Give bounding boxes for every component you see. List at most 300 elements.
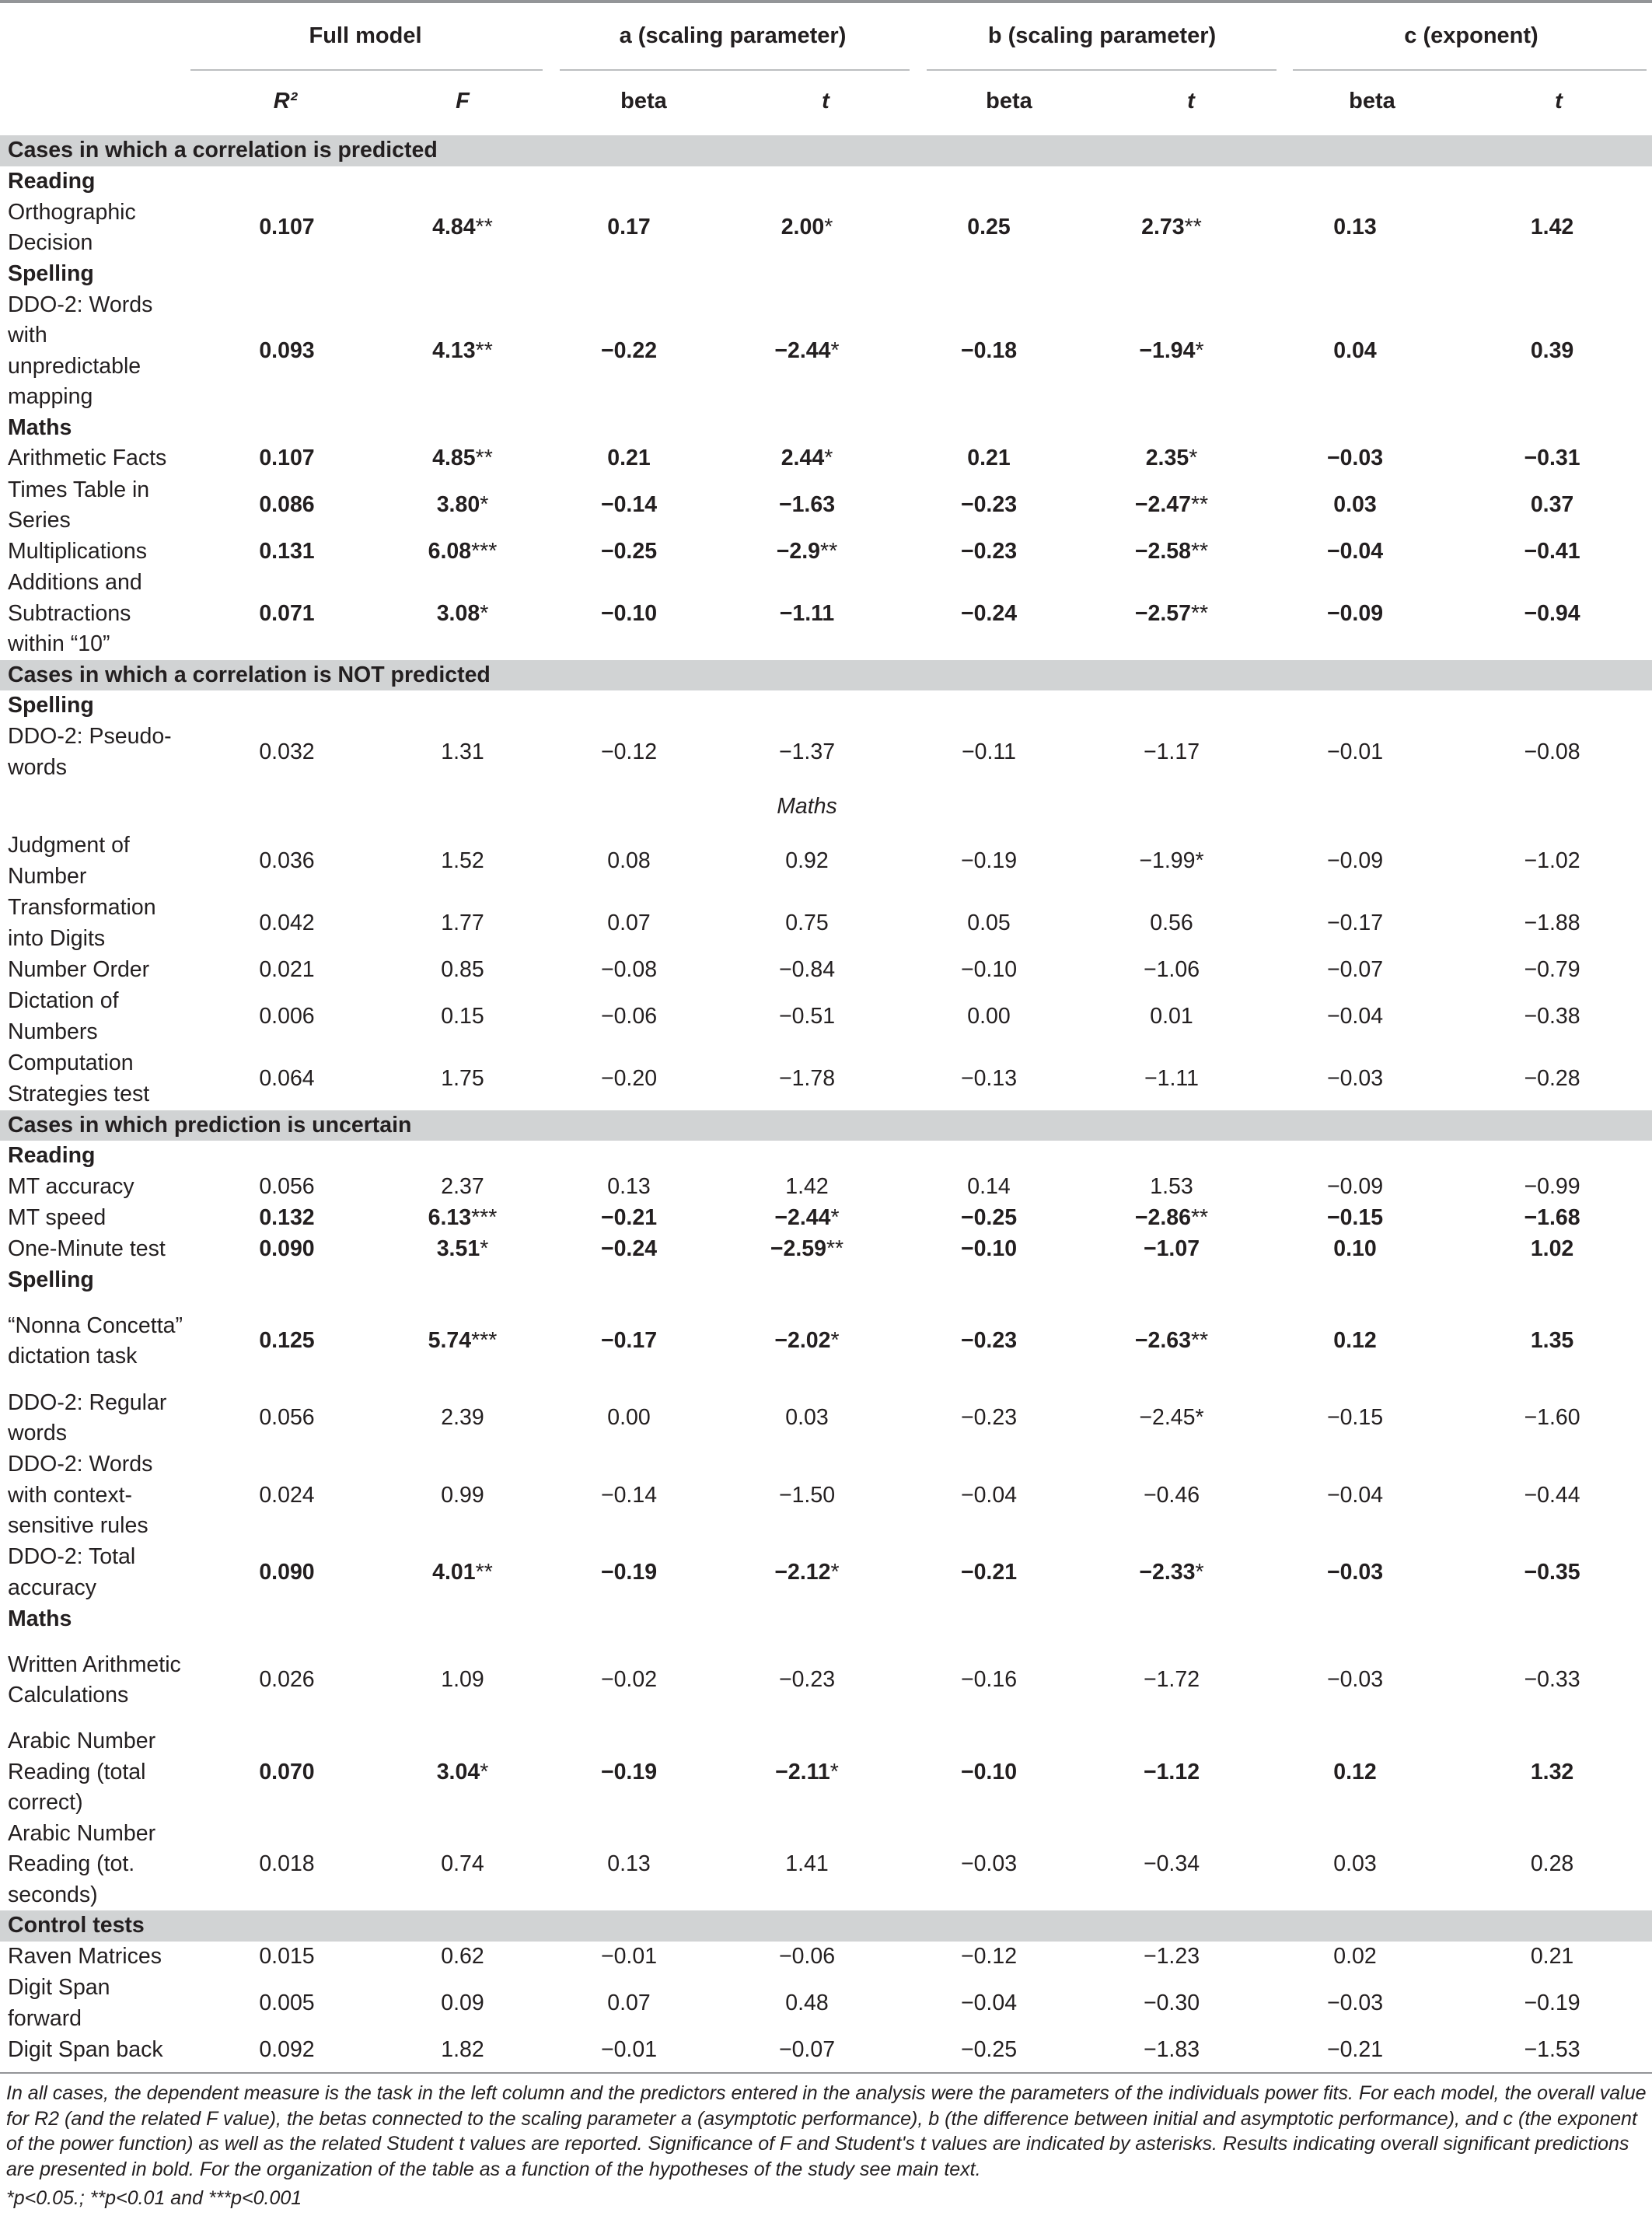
value-cell: −0.33 xyxy=(1524,1667,1580,1693)
value-cell xyxy=(1085,1542,1258,1604)
table-row xyxy=(0,1449,1652,1542)
significance-asterisk: * xyxy=(830,1328,840,1354)
significance-asterisk: * xyxy=(829,1759,839,1784)
value-cell xyxy=(1085,474,1258,537)
value-number: 6.13 xyxy=(428,1204,472,1230)
value-cell xyxy=(1085,443,1258,474)
table-row xyxy=(0,955,1652,986)
value-cell xyxy=(1085,830,1258,893)
task-label: DDO-2: Total accuracy xyxy=(8,1544,136,1600)
value-number: 3.51 xyxy=(436,1236,480,1261)
header-a: a (scaling parameter) xyxy=(619,23,847,48)
table-row xyxy=(0,568,1652,660)
significance-asterisk: * xyxy=(1195,1559,1204,1585)
table-row xyxy=(0,1234,1652,1265)
value-cell: 0.131 xyxy=(259,539,315,564)
value-cell xyxy=(1085,1295,1258,1387)
value-cell xyxy=(1085,1387,1258,1449)
significance-asterisk: * xyxy=(824,215,833,240)
value-cell: −0.94 xyxy=(1524,600,1580,626)
significance-asterisk: ** xyxy=(1184,215,1202,240)
header-f-text: F xyxy=(456,89,470,114)
value-cell xyxy=(1085,568,1258,660)
value-cell: −0.46 xyxy=(1143,1482,1200,1508)
value-cell: 0.05 xyxy=(967,910,1011,935)
subsection-label: Maths xyxy=(8,1606,72,1631)
value-cell: −0.25 xyxy=(960,1204,1018,1230)
table-row xyxy=(0,986,1652,1048)
value-cell xyxy=(1085,1203,1258,1234)
value-cell: 0.036 xyxy=(259,848,315,873)
significance-asterisk: *** xyxy=(471,1328,498,1354)
value-cell: −1.37 xyxy=(778,739,836,764)
value-number: 6.08 xyxy=(428,539,472,564)
value-cell: 0.10 xyxy=(1333,1236,1377,1261)
value-cell xyxy=(389,1203,536,1234)
value-cell: 0.62 xyxy=(441,1943,484,1969)
value-cell: 0.132 xyxy=(259,1204,315,1230)
value-cell: 0.00 xyxy=(607,1405,651,1431)
header-underline xyxy=(190,69,543,71)
value-cell xyxy=(389,1542,536,1604)
value-cell: −1.60 xyxy=(1524,1405,1580,1431)
task-label: Written Arithmetic Calculations xyxy=(8,1652,181,1707)
value-number: −2.57 xyxy=(1134,600,1191,626)
subsection-row xyxy=(0,259,1652,290)
significance-asterisk: * xyxy=(830,337,840,363)
value-cell: −0.19 xyxy=(960,848,1018,873)
value-cell: 0.56 xyxy=(1150,910,1193,935)
table-row xyxy=(0,1172,1652,1203)
value-cell xyxy=(721,1295,892,1387)
value-cell: 2.37 xyxy=(441,1173,484,1199)
value-cell: 0.03 xyxy=(785,1405,829,1431)
value-cell xyxy=(389,443,536,474)
task-label: Raven Matrices xyxy=(8,1943,162,1969)
section-label: Control tests xyxy=(0,1910,1652,1942)
value-cell: 0.107 xyxy=(259,215,315,240)
header-r2-text: R² xyxy=(273,89,298,114)
task-label: Multiplications xyxy=(8,539,147,564)
section-header-row xyxy=(0,135,1652,166)
significance-asterisk: ** xyxy=(475,337,493,363)
value-cell xyxy=(1085,197,1258,259)
value-cell xyxy=(721,1542,892,1604)
value-cell: 0.093 xyxy=(259,337,315,363)
value-cell: −0.19 xyxy=(600,1759,658,1784)
value-cell: 0.21 xyxy=(607,446,651,471)
value-cell: −0.19 xyxy=(1524,1990,1580,2015)
section-header-row xyxy=(0,1110,1652,1141)
table-row xyxy=(0,1819,1652,1911)
value-cell: −0.10 xyxy=(960,1236,1018,1261)
value-cell: −0.09 xyxy=(1326,1173,1384,1199)
table-row xyxy=(0,830,1652,893)
table-row xyxy=(0,722,1652,784)
value-cell: 0.03 xyxy=(1333,1851,1377,1876)
task-label: Additions and Subtractions within “10” xyxy=(8,570,142,656)
table-row xyxy=(0,290,1652,413)
value-cell: −0.06 xyxy=(778,1943,836,1969)
value-cell xyxy=(389,290,536,413)
header-underline xyxy=(927,69,1277,71)
value-number: −2.44 xyxy=(774,337,831,363)
value-cell: −0.01 xyxy=(600,2036,658,2062)
section-header-row xyxy=(0,660,1652,691)
section-label: Cases in which a correlation is predicted xyxy=(0,135,1652,166)
value-number: −2.44 xyxy=(774,1204,831,1230)
value-number: −2.45 xyxy=(1139,1405,1196,1431)
value-cell: −0.04 xyxy=(960,1990,1018,2015)
value-number: −2.47 xyxy=(1134,492,1191,518)
value-cell: 0.125 xyxy=(259,1328,315,1354)
header-c: c (exponent) xyxy=(1404,23,1538,48)
value-number: −1.94 xyxy=(1139,337,1196,363)
value-cell: 0.090 xyxy=(259,1559,315,1585)
value-cell: −0.23 xyxy=(960,1328,1018,1354)
value-cell: −0.38 xyxy=(1524,1003,1580,1029)
value-cell: 0.064 xyxy=(259,1065,315,1091)
value-cell: −1.11 xyxy=(1144,1065,1199,1091)
value-cell: −1.72 xyxy=(1143,1667,1200,1693)
value-cell xyxy=(1085,290,1258,413)
table-row xyxy=(0,1203,1652,1234)
table-row xyxy=(0,1973,1652,2035)
value-cell: 0.04 xyxy=(1333,337,1377,363)
value-cell: −0.21 xyxy=(1326,2036,1384,2062)
table-row xyxy=(0,537,1652,568)
value-cell: −1.12 xyxy=(1143,1759,1200,1784)
value-cell: 0.056 xyxy=(259,1405,315,1431)
subsection-row xyxy=(0,1141,1652,1172)
significance-note: *p<0.05.; **p<0.01 and ***p<0.001 xyxy=(6,2187,302,2209)
significance-asterisk: * xyxy=(1195,337,1204,363)
value-number: 4.13 xyxy=(432,337,476,363)
value-cell: −1.50 xyxy=(778,1482,836,1508)
significance-asterisk: * xyxy=(1195,1405,1204,1431)
value-cell: 0.086 xyxy=(259,492,315,518)
subsection-label: Maths xyxy=(777,793,837,819)
value-cell: −0.21 xyxy=(600,1204,658,1230)
value-cell: −1.78 xyxy=(778,1065,836,1091)
header-t-c xyxy=(1512,89,1605,114)
task-label: “Nonna Concetta” dictation task xyxy=(8,1312,183,1368)
value-cell: 0.015 xyxy=(259,1943,315,1969)
value-cell: −0.06 xyxy=(600,1003,658,1029)
header-f xyxy=(416,89,509,114)
value-cell: 0.13 xyxy=(1333,215,1377,240)
value-cell: 1.41 xyxy=(785,1851,829,1876)
task-label: DDO-2: Regular words xyxy=(8,1389,167,1445)
value-cell: −0.12 xyxy=(600,739,658,764)
value-number: −2.33 xyxy=(1139,1559,1196,1585)
value-cell: −0.12 xyxy=(960,1943,1018,1969)
value-cell: 0.026 xyxy=(259,1667,315,1693)
value-cell: −0.24 xyxy=(960,600,1018,626)
significance-asterisk: ** xyxy=(1190,1328,1209,1354)
task-label: Arabic Number Reading (total correct) xyxy=(8,1728,156,1815)
significance-asterisk: * xyxy=(480,1759,489,1784)
value-cell xyxy=(389,1295,536,1387)
table-row xyxy=(0,2035,1652,2066)
section-label: Cases in which prediction is uncertain xyxy=(0,1110,1652,1141)
value-cell: 1.31 xyxy=(441,739,484,764)
value-cell: 1.32 xyxy=(1530,1759,1574,1784)
header-beta-a: beta xyxy=(620,89,667,114)
subsection-label: Maths xyxy=(8,414,72,440)
task-label: MT accuracy xyxy=(8,1173,134,1199)
value-cell: −1.11 xyxy=(779,600,835,626)
value-cell: −0.28 xyxy=(1524,1065,1580,1091)
header-underline xyxy=(560,69,910,71)
subsection-label: Spelling xyxy=(8,693,94,718)
significance-asterisk: * xyxy=(1195,848,1204,873)
value-cell: 1.42 xyxy=(1530,215,1574,240)
value-number: −2.12 xyxy=(774,1559,831,1585)
significance-asterisk: ** xyxy=(1190,1204,1209,1230)
value-cell: 0.02 xyxy=(1333,1943,1377,1969)
table-header xyxy=(0,0,1652,135)
task-label: MT speed xyxy=(8,1204,107,1230)
value-cell: −0.02 xyxy=(600,1667,658,1693)
value-cell: 1.82 xyxy=(441,2036,484,2062)
value-cell xyxy=(721,1234,892,1265)
section-label: Cases in which a correlation is NOT predicted xyxy=(0,660,1652,691)
value-cell: 0.13 xyxy=(607,1173,651,1199)
value-cell xyxy=(721,443,892,474)
value-cell: 1.77 xyxy=(441,910,484,935)
value-number: −2.58 xyxy=(1134,539,1191,564)
value-cell: −0.04 xyxy=(1326,1003,1384,1029)
value-cell: 0.12 xyxy=(1333,1759,1377,1784)
header-full-model: Full model xyxy=(309,23,422,48)
significance-asterisk: * xyxy=(830,1559,840,1585)
value-cell: −0.03 xyxy=(1326,446,1384,471)
value-cell: −0.03 xyxy=(1326,1667,1384,1693)
subsection-label: Spelling xyxy=(8,1267,94,1292)
value-cell: 0.090 xyxy=(259,1236,315,1261)
value-cell: 0.07 xyxy=(607,910,651,935)
value-cell: 0.071 xyxy=(259,600,315,626)
results-table xyxy=(0,135,1652,2066)
value-cell: −1.02 xyxy=(1524,848,1580,873)
value-cell: −0.03 xyxy=(1326,1990,1384,2015)
value-cell: −0.07 xyxy=(1326,956,1384,982)
value-cell: −0.09 xyxy=(1326,848,1384,873)
subsection-row xyxy=(0,784,1652,830)
value-cell: −0.23 xyxy=(960,1405,1018,1431)
value-cell: 0.39 xyxy=(1530,337,1574,363)
value-cell xyxy=(389,568,536,660)
task-label: Transformation into Digits xyxy=(8,895,156,951)
value-number: −2.9 xyxy=(776,539,821,564)
value-cell: 0.01 xyxy=(1150,1003,1193,1029)
subsection-row xyxy=(0,166,1652,197)
value-cell xyxy=(389,537,536,568)
header-t-a xyxy=(779,89,872,114)
value-cell: −1.07 xyxy=(1143,1236,1200,1261)
value-cell: −0.10 xyxy=(960,956,1018,982)
value-cell: −0.25 xyxy=(960,2036,1018,2062)
subsection-label: Reading xyxy=(8,1143,96,1168)
value-cell: −0.41 xyxy=(1524,539,1580,564)
value-number: 2.00 xyxy=(781,215,825,240)
significance-asterisk: ** xyxy=(1190,600,1209,626)
value-cell: 1.09 xyxy=(441,1667,484,1693)
value-cell: 0.14 xyxy=(967,1173,1011,1199)
value-cell: −0.21 xyxy=(960,1559,1018,1585)
value-cell: −0.15 xyxy=(1326,1405,1384,1431)
table-row xyxy=(0,474,1652,537)
value-cell xyxy=(389,1726,536,1819)
value-cell: −0.13 xyxy=(960,1065,1018,1091)
task-label: DDO-2: Words with context-sensitive rules xyxy=(8,1452,153,1538)
spacer-cell xyxy=(0,784,721,830)
value-cell xyxy=(389,474,536,537)
value-cell: −0.22 xyxy=(600,337,658,363)
significance-asterisk: ** xyxy=(1190,539,1209,564)
value-cell: 1.35 xyxy=(1530,1328,1574,1354)
value-cell: −0.09 xyxy=(1326,600,1384,626)
value-cell xyxy=(721,537,892,568)
bottom-rule xyxy=(0,2072,1652,2074)
task-label: DDO-2: Pseudo-words xyxy=(8,724,172,780)
value-cell: 0.74 xyxy=(441,1851,484,1876)
value-cell: 0.17 xyxy=(607,215,651,240)
value-number: −1.99 xyxy=(1139,848,1196,873)
header-b: b (scaling parameter) xyxy=(987,23,1217,48)
significance-asterisk: * xyxy=(480,1236,489,1261)
value-cell: −0.04 xyxy=(1326,539,1384,564)
value-cell: −0.44 xyxy=(1524,1482,1580,1508)
value-cell: 0.056 xyxy=(259,1173,315,1199)
value-cell: −0.04 xyxy=(960,1482,1018,1508)
value-number: 3.04 xyxy=(436,1759,480,1784)
value-cell: −1.17 xyxy=(1143,739,1200,764)
significance-asterisk: ** xyxy=(475,1559,493,1585)
value-cell: 0.024 xyxy=(259,1482,315,1508)
significance-asterisk: * xyxy=(830,1204,840,1230)
task-label: Computation Strategies test xyxy=(8,1050,150,1106)
value-cell: −1.23 xyxy=(1143,1943,1200,1969)
value-number: −2.86 xyxy=(1134,1204,1191,1230)
value-cell: 0.37 xyxy=(1530,492,1574,518)
header-t-b xyxy=(1144,89,1238,114)
table-row xyxy=(0,1726,1652,1819)
value-cell: 0.21 xyxy=(1530,1943,1574,1969)
table-row xyxy=(0,1048,1652,1110)
value-cell: −0.01 xyxy=(1326,739,1384,764)
value-cell: −0.11 xyxy=(962,739,1016,764)
significance-asterisk: *** xyxy=(471,539,498,564)
significance-asterisk: * xyxy=(1189,446,1198,471)
table-row xyxy=(0,1634,1652,1726)
value-cell: 0.018 xyxy=(259,1851,315,1876)
table-row xyxy=(0,197,1652,259)
value-cell: 0.13 xyxy=(607,1851,651,1876)
value-number: 3.80 xyxy=(436,492,480,518)
spacer-cell xyxy=(892,784,1652,830)
table-row xyxy=(0,1542,1652,1604)
header-r2 xyxy=(239,89,332,114)
header-underline xyxy=(1293,69,1647,71)
value-cell: −1.53 xyxy=(1524,2036,1580,2062)
subsection-row xyxy=(0,1604,1652,1635)
value-cell: −0.08 xyxy=(1524,739,1580,764)
value-cell: 0.12 xyxy=(1333,1328,1377,1354)
task-label: Judgment of Number xyxy=(8,833,130,889)
value-cell: −0.20 xyxy=(600,1065,658,1091)
value-cell: −0.30 xyxy=(1143,1990,1200,2015)
value-cell: 0.09 xyxy=(441,1990,484,2015)
value-cell: 0.021 xyxy=(259,956,315,982)
value-cell: 0.85 xyxy=(441,956,484,982)
value-number: −2.63 xyxy=(1134,1328,1191,1354)
value-number: 2.35 xyxy=(1145,446,1189,471)
value-cell xyxy=(721,1726,892,1819)
task-label: Arabic Number Reading (tot. seconds) xyxy=(8,1820,156,1907)
value-cell: −0.14 xyxy=(600,492,658,518)
significance-asterisk: ** xyxy=(820,539,838,564)
value-cell: −0.51 xyxy=(778,1003,836,1029)
value-number: 5.74 xyxy=(428,1328,472,1354)
significance-asterisk: * xyxy=(824,446,833,471)
value-cell: −0.10 xyxy=(600,600,658,626)
value-cell: 0.21 xyxy=(967,446,1011,471)
value-cell: −0.23 xyxy=(960,539,1018,564)
header-beta-c: beta xyxy=(1349,89,1395,114)
value-cell: −0.31 xyxy=(1524,446,1580,471)
task-label: Arithmetic Facts xyxy=(8,446,167,471)
task-label: Digit Span back xyxy=(8,2036,163,2062)
significance-asterisk: * xyxy=(480,600,489,626)
value-cell: −0.99 xyxy=(1524,1173,1580,1199)
value-cell: −0.08 xyxy=(600,956,658,982)
value-cell: −0.79 xyxy=(1524,956,1580,982)
value-cell: −0.17 xyxy=(600,1328,658,1354)
value-cell: −0.18 xyxy=(960,337,1018,363)
value-cell: −0.84 xyxy=(778,956,836,982)
significance-asterisk: ** xyxy=(475,446,493,471)
value-cell: 0.75 xyxy=(785,910,829,935)
value-cell: −0.19 xyxy=(600,1559,658,1585)
subsection-row xyxy=(0,1265,1652,1296)
table-row xyxy=(0,1942,1652,1973)
value-number: 2.73 xyxy=(1141,215,1185,240)
section-header-row xyxy=(0,1910,1652,1942)
value-number: −2.59 xyxy=(770,1236,826,1261)
value-cell: −1.63 xyxy=(778,492,836,518)
table-footnote: In all cases, the dependent measure is the task in the left column and the predictors entered in the analysis were the parameters of the individuals power fits. For each model, the overall value for R2 (and the related F value), the betas connected to the scaling parameter a (asymptotic performance), b (the difference between initial and asymptotic performance), and c (the exponent of the power function) as well as the related Student t values are reported. Significance of F and Student's t values are indicated by asterisks. Results indicating overall significant predictions are presented in bold. For the organization of the table as a function of the hypotheses of the study see main text. xyxy=(6,2082,1647,2180)
value-cell: 0.99 xyxy=(441,1482,484,1508)
value-cell: −0.07 xyxy=(778,2036,836,2062)
table-row xyxy=(0,893,1652,955)
table-row xyxy=(0,1387,1652,1449)
subsection-row xyxy=(0,690,1652,722)
header-beta-b: beta xyxy=(986,89,1032,114)
significance-asterisk: * xyxy=(480,492,489,518)
value-number: −2.11 xyxy=(775,1759,830,1784)
value-number: 3.08 xyxy=(436,600,480,626)
task-label: Number Order xyxy=(8,956,150,982)
value-cell xyxy=(389,197,536,259)
task-label: DDO-2: Words with unpredictable mapping xyxy=(8,292,153,409)
value-cell xyxy=(721,1203,892,1234)
value-cell: 0.042 xyxy=(259,910,315,935)
value-number: 4.84 xyxy=(432,215,476,240)
value-number: 2.44 xyxy=(781,446,825,471)
subsection-label: Reading xyxy=(8,168,96,194)
